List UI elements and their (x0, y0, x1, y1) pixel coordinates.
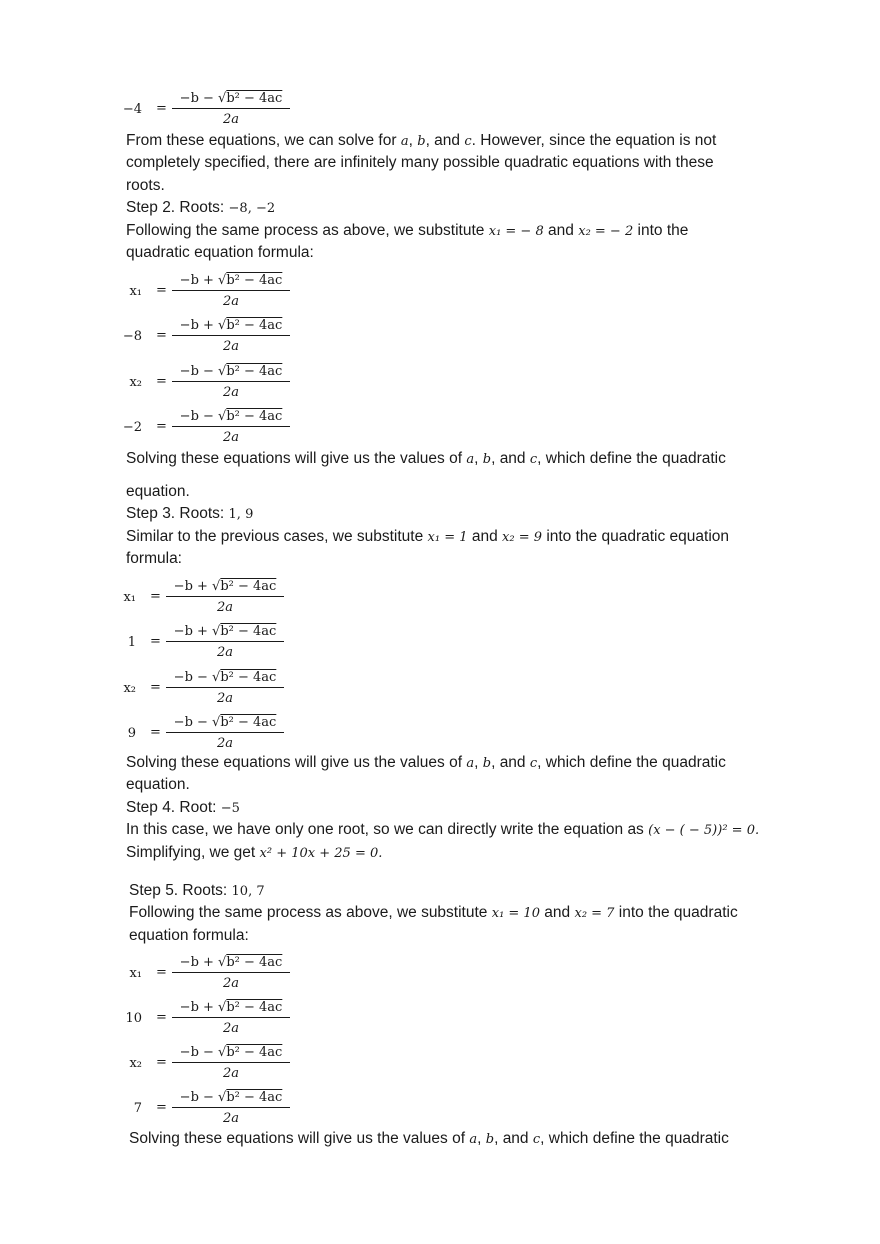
step-roots: 10, 7 (231, 884, 265, 899)
paragraph-line: quadratic equation formula: (126, 244, 314, 261)
fraction (172, 998, 290, 1040)
math-var-b: b (485, 1132, 495, 1147)
radicand: b² − 4ac (226, 409, 283, 424)
text-run: , which define the quadratic (537, 754, 726, 771)
paragraph-solving: Solving these equations will give us the values of a, b, and c, which define the quadratic (126, 450, 726, 467)
numerator (172, 89, 290, 109)
text-run: Simplifying, we get (126, 844, 256, 861)
equation-lhs: −4 (122, 102, 142, 117)
denominator: 2a (222, 294, 240, 309)
step-label: Step 3. Roots: (126, 505, 229, 522)
denominator: 2a (216, 645, 234, 660)
equals-sign: = (156, 1055, 167, 1070)
step-3-heading (126, 503, 253, 526)
radicand: b² − 4ac (226, 273, 283, 288)
numerator (172, 1043, 290, 1063)
numerator-prefix: −b − √ (179, 91, 227, 106)
paragraph-substitute (126, 220, 688, 243)
text-run: Following the same process as above, we substitute (126, 222, 485, 239)
radicand: b² − 4ac (226, 1090, 283, 1105)
paragraph-line: formula: (126, 550, 182, 567)
step-4-heading (126, 797, 240, 820)
paragraph-line: completely specified, there are infinitely many possible quadratic equations with these (126, 154, 714, 171)
math-inline: x₁ = 1 (427, 530, 468, 545)
numerator (166, 668, 284, 688)
numerator-prefix: −b − √ (173, 715, 221, 730)
math-inline: x₂ = − 2 (578, 224, 634, 239)
numerator-prefix: −b + √ (173, 579, 221, 594)
math-var-b: b (482, 756, 492, 771)
equation-lhs: x₂ (129, 375, 142, 390)
radicand: b² − 4ac (220, 670, 277, 685)
text-run: , and (491, 754, 526, 771)
paragraph-substitute (126, 526, 729, 549)
equation-lhs: x₂ (129, 1056, 142, 1071)
step-label: Step 5. Roots: (129, 882, 232, 899)
numerator-prefix: −b − √ (179, 1090, 227, 1105)
step-label: Step 2. Roots: (126, 199, 229, 216)
radicand: b² − 4ac (220, 579, 277, 594)
denominator: 2a (216, 736, 234, 751)
math-var-c: c (532, 1132, 541, 1147)
radicand: b² − 4ac (226, 91, 283, 106)
numerator (172, 998, 290, 1018)
numerator-prefix: −b + √ (179, 955, 227, 970)
numerator-prefix: −b − √ (179, 364, 227, 379)
fraction (172, 362, 290, 404)
text-run: . However, since the equation is not (471, 132, 717, 149)
math-var-a: a (466, 756, 475, 771)
fraction (172, 1088, 290, 1130)
equals-sign: = (156, 101, 167, 116)
step-5-heading (129, 880, 265, 903)
numerator (166, 713, 284, 733)
numerator-prefix: −b − √ (173, 670, 221, 685)
fraction (172, 89, 290, 131)
step-2-heading (126, 197, 275, 220)
numerator-prefix: −b + √ (173, 624, 221, 639)
text-run: , and (494, 1130, 529, 1147)
numerator (166, 577, 284, 597)
denominator: 2a (222, 339, 240, 354)
denominator: 2a (216, 691, 234, 706)
math-inline: x₂ = 9 (502, 530, 542, 545)
text-run: , which define the quadratic (540, 1130, 729, 1147)
equals-sign: = (150, 725, 161, 740)
equals-sign: = (150, 680, 161, 695)
denominator: 2a (222, 112, 240, 127)
math-inline: (x − ( − 5))² = 0. (648, 823, 760, 838)
equation-lhs: 7 (133, 1101, 142, 1116)
denominator: 2a (222, 976, 240, 991)
step-roots: 1, 9 (228, 507, 254, 522)
equation-lhs: x₂ (123, 681, 136, 696)
denominator: 2a (222, 1021, 240, 1036)
numerator (172, 271, 290, 291)
text-run: , and (491, 450, 526, 467)
step-roots: −5 (220, 801, 240, 816)
paragraph-simplifying (126, 842, 382, 865)
equals-sign: = (156, 283, 167, 298)
text-run: From these equations, we can solve for (126, 132, 397, 149)
text-run: In this case, we have only one root, so we can directly write the equation as (126, 821, 644, 838)
paragraph-substitute (129, 902, 738, 925)
text-run: Solving these equations will give us the values of (126, 450, 463, 467)
fraction (172, 407, 290, 449)
math-var-a: a (400, 134, 409, 149)
fraction (172, 1043, 290, 1085)
numerator (172, 316, 290, 336)
equation-lhs: x₁ (123, 590, 136, 605)
text-run: Solving these equations will give us the values of (126, 754, 463, 771)
radicand: b² − 4ac (220, 715, 277, 730)
text-run: , which define the quadratic (537, 450, 726, 467)
equals-sign: = (156, 965, 167, 980)
equation-lhs: 9 (127, 726, 136, 741)
radicand: b² − 4ac (226, 1045, 283, 1060)
fraction (172, 316, 290, 358)
radicand: b² − 4ac (220, 624, 277, 639)
text-run: and (471, 528, 498, 545)
equals-sign: = (150, 634, 161, 649)
text-run: Following the same process as above, we substitute (129, 904, 488, 921)
paragraph-line: equation. (126, 483, 190, 500)
equals-sign: = (156, 328, 167, 343)
numerator (172, 407, 290, 427)
numerator (172, 1088, 290, 1108)
fraction (172, 271, 290, 313)
denominator: 2a (222, 1111, 240, 1126)
denominator: 2a (216, 600, 234, 615)
fraction (166, 577, 284, 619)
math-inline: x₁ = − 8 (488, 224, 544, 239)
math-inline: x² + 10x + 25 = 0. (259, 846, 383, 861)
equation-lhs: −8 (122, 329, 142, 344)
equals-sign: = (156, 1100, 167, 1115)
math-inline: x₁ = 10 (491, 906, 540, 921)
fraction (166, 668, 284, 710)
math-var-b: b (482, 452, 492, 467)
paragraph-line: equation. (126, 776, 190, 793)
text-run: into the quadratic equation (546, 528, 730, 545)
numerator-prefix: −b − √ (179, 409, 227, 424)
radicand: b² − 4ac (226, 318, 283, 333)
step-roots: −8, −2 (228, 201, 276, 216)
math-var-c: c (529, 452, 538, 467)
step-label: Step 4. Root: (126, 799, 221, 816)
denominator: 2a (222, 430, 240, 445)
equals-sign: = (156, 1010, 167, 1025)
paragraph-solving: Solving these equations will give us the values of a, b, and c, which define the quadratic (129, 1130, 729, 1147)
fraction (166, 622, 284, 664)
equation-lhs: x₁ (129, 966, 142, 981)
radicand: b² − 4ac (226, 1000, 283, 1015)
math-var-b: b (417, 134, 426, 149)
paragraph-solving: Solving these equations will give us the values of a, b, and c, which define the quadratic (126, 754, 726, 771)
equals-sign: = (156, 374, 167, 389)
text-run: Similar to the previous cases, we substitute (126, 528, 424, 545)
fraction (166, 713, 284, 755)
radicand: b² − 4ac (226, 364, 283, 379)
equals-sign: = (156, 419, 167, 434)
numerator-prefix: −b + √ (179, 318, 227, 333)
equation-lhs: 1 (127, 635, 136, 650)
numerator (172, 362, 290, 382)
paragraph-line: equation formula: (129, 927, 249, 944)
text-run: and (544, 904, 571, 921)
text-run: into the quadratic (618, 904, 738, 921)
numerator (166, 622, 284, 642)
text-run: Solving these equations will give us the values of (129, 1130, 466, 1147)
text-run: and (548, 222, 574, 239)
denominator: 2a (222, 1066, 240, 1081)
numerator-prefix: −b + √ (179, 273, 227, 288)
paragraph-line: roots. (126, 177, 165, 194)
fraction (172, 953, 290, 995)
math-var-a: a (469, 1132, 478, 1147)
denominator: 2a (222, 385, 240, 400)
text-run: into the (637, 222, 689, 239)
paragraph-solve-for: From these equations, we can solve for a, b, and c. However, since the equation is not (126, 132, 717, 149)
math-var-a: a (466, 452, 475, 467)
text-run: , and (425, 132, 461, 149)
numerator (172, 953, 290, 973)
math-inline: x₂ = 7 (574, 906, 615, 921)
equals-sign: = (150, 589, 161, 604)
numerator-prefix: −b − √ (179, 1045, 227, 1060)
equation-lhs: x₁ (129, 284, 142, 299)
equation-lhs: −2 (122, 420, 142, 435)
numerator-prefix: −b + √ (179, 1000, 227, 1015)
equation-lhs: 10 (125, 1011, 142, 1026)
math-var-c: c (529, 756, 538, 771)
radicand: b² − 4ac (226, 955, 283, 970)
math-var-c: c (464, 134, 472, 149)
paragraph-one-root (126, 819, 759, 842)
